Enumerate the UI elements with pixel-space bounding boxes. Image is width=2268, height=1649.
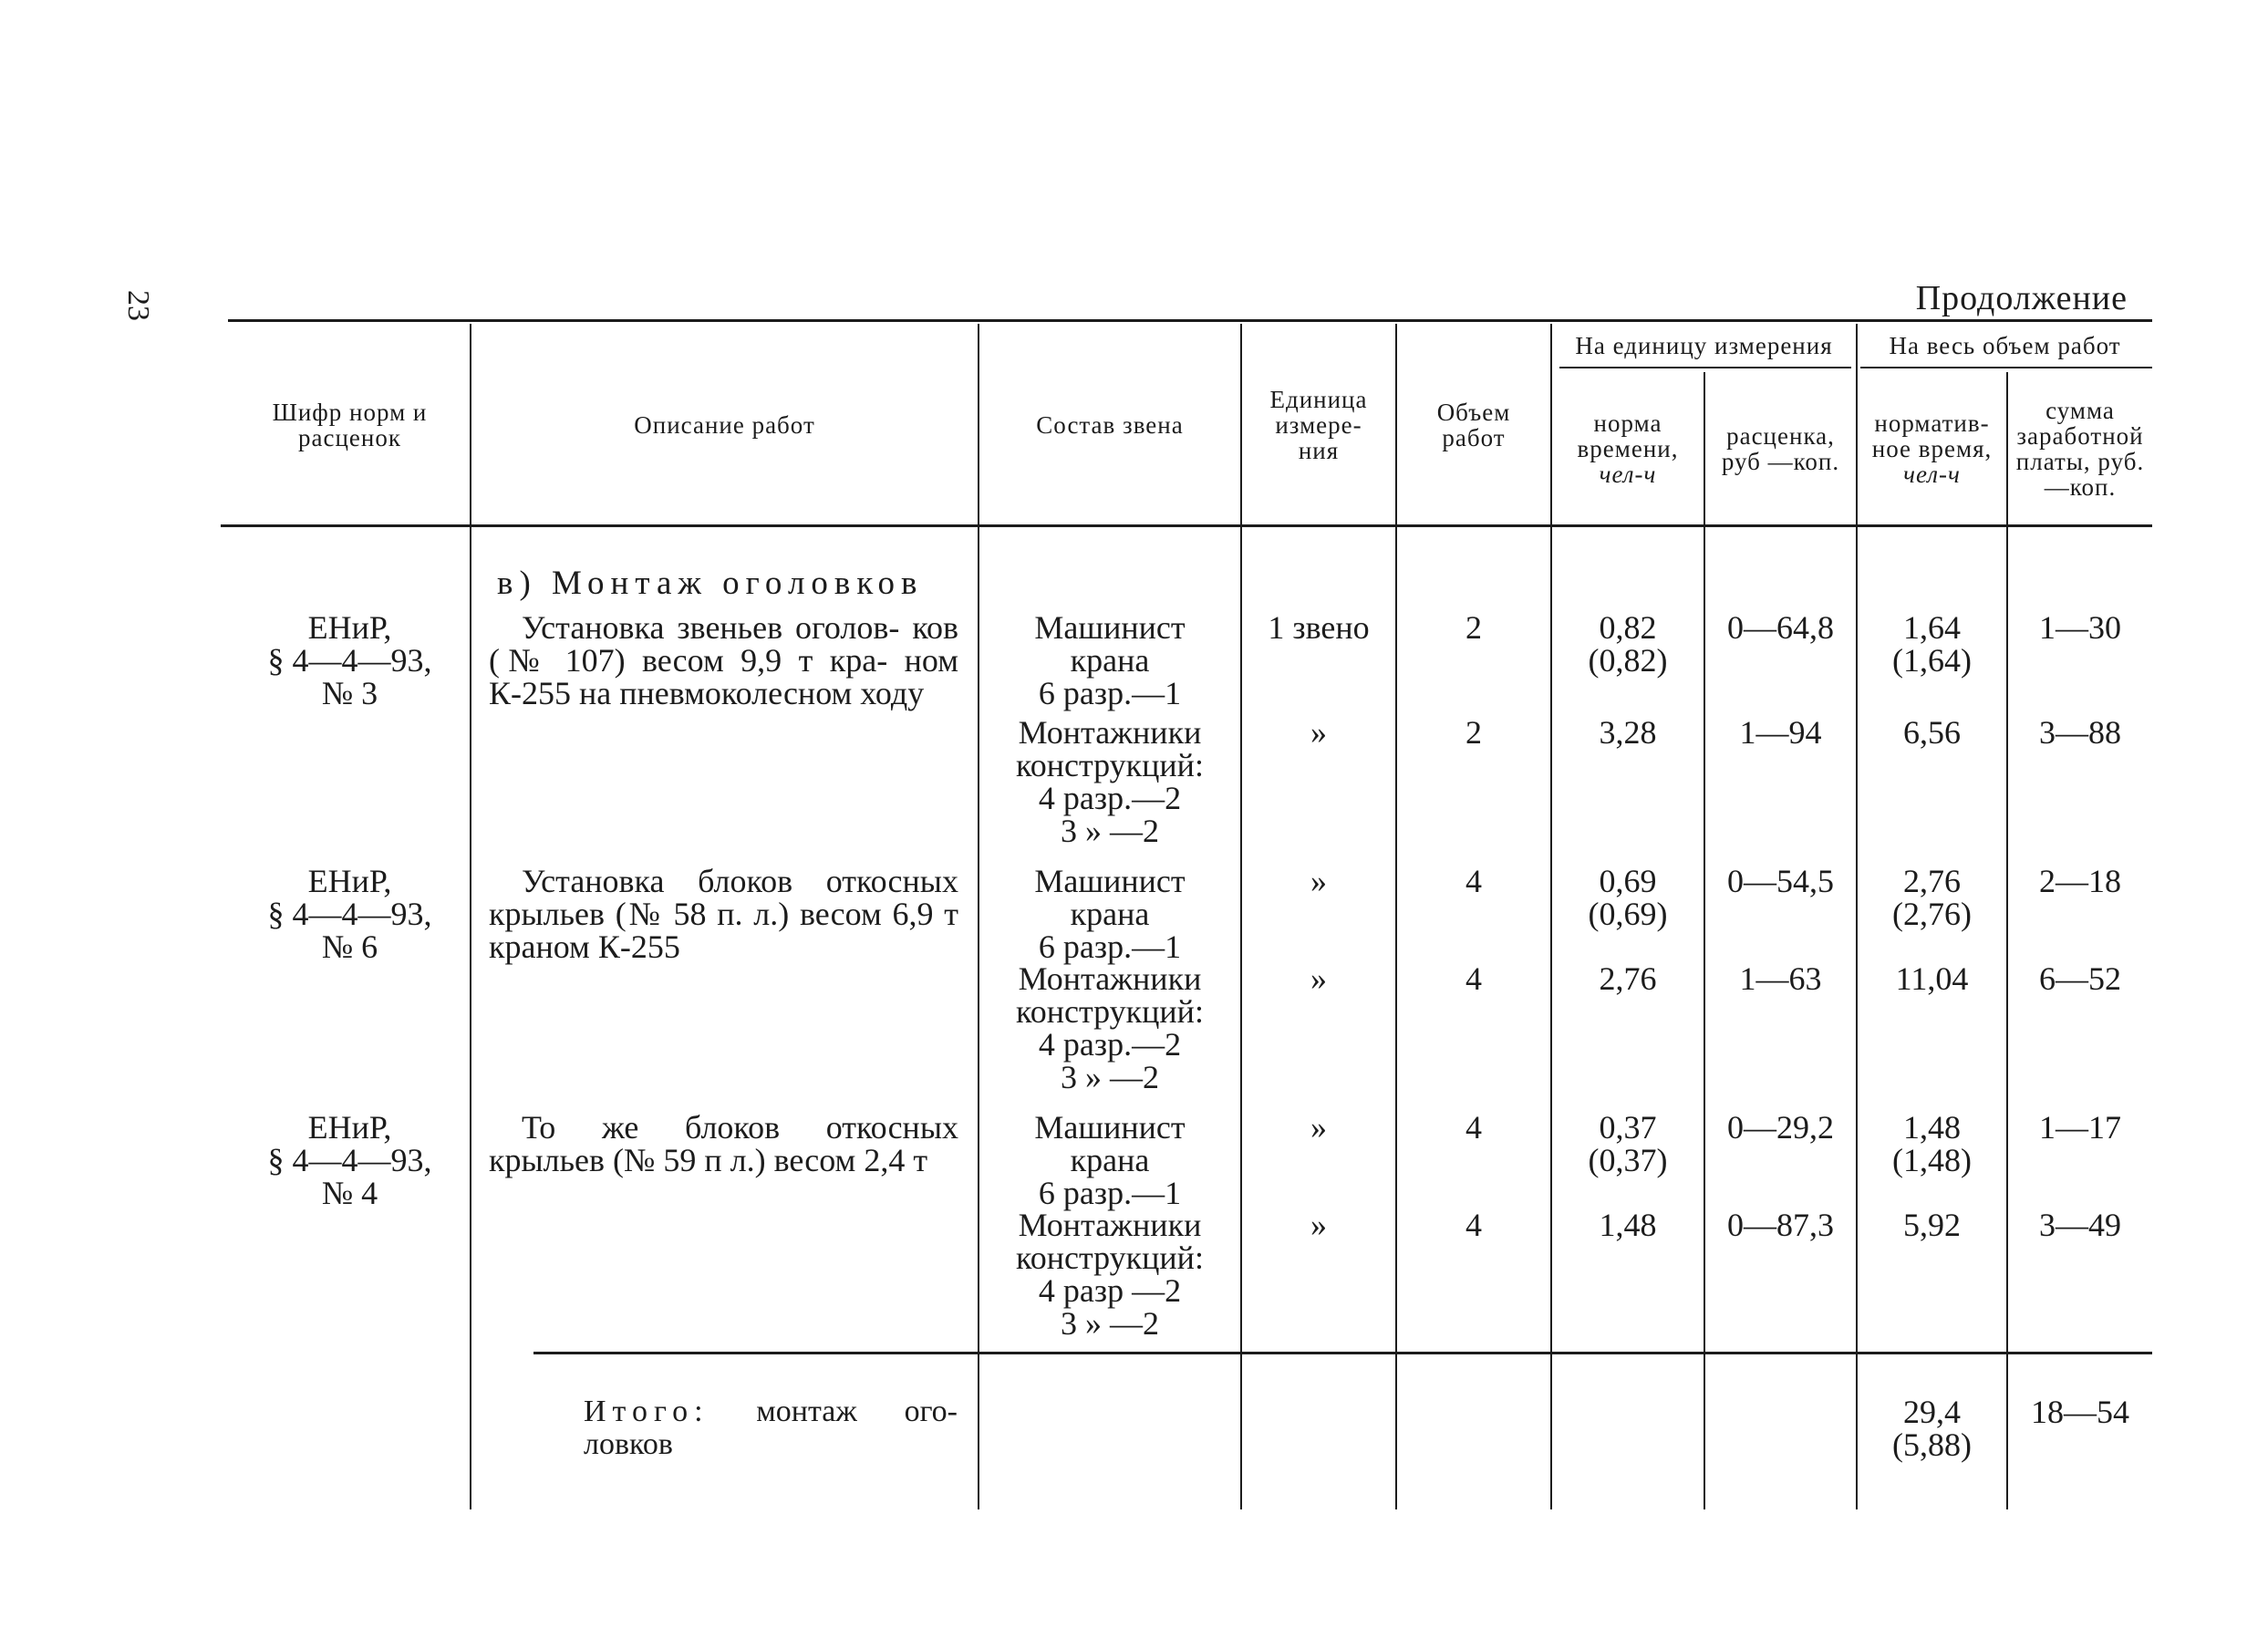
volume-cell: 4	[1465, 1207, 1482, 1243]
volume-cell: 4	[1465, 960, 1482, 997]
block-code: ЕНиР, § 4—4—93, № 6	[267, 863, 432, 965]
header-norm-time: норма времени, чел-ч	[1577, 409, 1679, 488]
rate-cell: 0—54,5	[1727, 863, 1834, 899]
group-rule-per-unit	[1559, 367, 1851, 368]
header-unit: Единица измере- ния	[1269, 385, 1368, 464]
crew-cell: Машинист крана 6 разр.—1	[1034, 609, 1186, 711]
unit-cell: »	[1310, 863, 1327, 899]
header-volume: Объем работ	[1436, 398, 1511, 451]
norm-total-cell: 1,64 (1,64)	[1892, 609, 1972, 679]
continued-label: Продолжение	[1915, 279, 2128, 317]
norm-time-cell: 3,28	[1599, 714, 1657, 751]
norm-total-cell: 11,04	[1895, 960, 1969, 997]
crew-cell: Монтажники конструкций: 4 разр.—2 3 » —2	[1016, 960, 1204, 1095]
unit-cell: 1 звено	[1268, 609, 1370, 646]
wage-cell: 3—88	[2039, 714, 2121, 751]
column-divider	[2006, 372, 2008, 1509]
header-total-group: На весь объем работ	[1889, 332, 2121, 359]
rate-cell: 0—64,8	[1727, 609, 1834, 646]
rate-cell: 0—29,2	[1727, 1109, 1834, 1146]
total-norm-cell: 29,4 (5,88)	[1892, 1394, 1972, 1463]
crew-cell: Машинист крана 6 разр.—1	[1034, 1109, 1186, 1211]
volume-cell: 4	[1465, 863, 1482, 899]
norm-time-cell: 0,82 (0,82)	[1588, 609, 1668, 679]
section-title: в) Монтаж оголовков	[497, 565, 924, 602]
wage-cell: 1—17	[2039, 1109, 2121, 1146]
column-divider	[1704, 372, 1705, 1509]
block-description: Установка звеньев оголов- ков (№ 107) весом 9,9 т кра- ном К-255 на пневмоколесном ходу	[489, 609, 958, 711]
norm-time-cell: 1,48	[1599, 1207, 1657, 1243]
norm-total-cell: 6,56	[1903, 714, 1961, 751]
wage-cell: 6—52	[2039, 960, 2121, 997]
crew-cell: Машинист крана 6 разр.—1	[1034, 863, 1186, 965]
rate-cell: 1—63	[1739, 960, 1822, 997]
volume-cell: 4	[1465, 1109, 1482, 1146]
norm-total-cell: 5,92	[1903, 1207, 1961, 1243]
block-code: ЕНиР, § 4—4—93, № 3	[267, 609, 432, 711]
norm-total-cell: 2,76 (2,76)	[1892, 863, 1972, 932]
block-code: ЕНиР, § 4—4—93, № 4	[267, 1109, 432, 1211]
total-label: Итого: монтаж ого- ловков	[584, 1395, 958, 1461]
unit-cell: »	[1310, 1207, 1327, 1243]
crew-cell: Монтажники конструкций: 4 разр.—2 3 » —2	[1016, 714, 1204, 849]
header-wage-sum: сумма заработной платы, руб.—коп.	[2015, 396, 2145, 501]
table-top-rule	[228, 319, 2152, 322]
total-rule	[533, 1352, 2152, 1354]
header-per-unit-group: На единицу измерения	[1575, 332, 1833, 359]
block-description: То же блоков откосных крыльев (№ 59 п л.) весом 2,4 т	[489, 1109, 958, 1178]
unit-cell: »	[1310, 960, 1327, 997]
header-bottom-rule	[221, 524, 2152, 527]
group-rule-total	[1860, 367, 2152, 368]
volume-cell: 2	[1465, 714, 1482, 751]
wage-cell: 2—18	[2039, 863, 2121, 899]
volume-cell: 2	[1465, 609, 1482, 646]
header-norm-total: норматив- ное время, чел-ч	[1871, 409, 1993, 488]
wage-cell: 3—49	[2039, 1207, 2121, 1243]
norm-time-cell: 2,76	[1599, 960, 1657, 997]
unit-cell: »	[1310, 714, 1327, 751]
header-crew: Состав звена	[1036, 410, 1184, 439]
wage-cell: 1—30	[2039, 609, 2121, 646]
header-rate: расценка, руб —коп.	[1721, 421, 1840, 475]
block-description: Установка блоков откосных крыльев (№ 58 п. л.) весом 6,9 т краном К-255	[489, 863, 958, 965]
page-number: 23	[121, 290, 155, 321]
crew-cell: Монтажники конструкций: 4 разр —2 3 » —2	[1016, 1207, 1204, 1342]
norm-time-cell: 0,69 (0,69)	[1588, 863, 1668, 932]
header-description: Описание работ	[634, 410, 815, 439]
norm-time-cell: 0,37 (0,37)	[1588, 1109, 1668, 1178]
norm-total-cell: 1,48 (1,48)	[1892, 1109, 1972, 1178]
total-wage-cell: 18—54	[2031, 1394, 2129, 1430]
rate-cell: 1—94	[1739, 714, 1822, 751]
rate-cell: 0—87,3	[1727, 1207, 1834, 1243]
unit-cell: »	[1310, 1109, 1327, 1146]
header-code: Шифр норм и расценок	[272, 398, 428, 451]
